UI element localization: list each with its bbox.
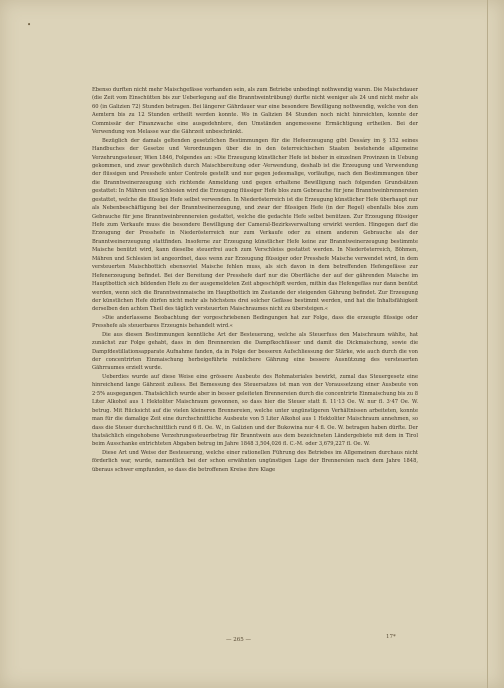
paragraph-2: Bezüglich der damals geltenden gesetzlichen Bestimmungen für die Hefeerzeugung gibt Dessáry im § 152 seines Handbuches der Gesetze und Verordnungen über die in den österreichischen Staaten bestehende allgemeine Verzehrungssteuer, Wien 1846, Folgendes an: »Die Erzeugung künstlicher Hefe ist bisher in einzelnen Provinzen in Uebung gekommen, und zwar gewöhnlich durch Maischbereitung oder -Verwendung, deshalb ist die Erzeugung und Verwendung der flüssigen und Presshefe unter Controle gestellt und nur gegen jedesmalige, vorläufige, nach den Bestimmungen über die Branntweinerzeugung sich richtende Anmeldung und gegen erhaltene Bewilligung nach folgenden Grundsätzen gestattet: In Mähren und Schlesien wird die Erzeugung flüssiger Hefe blos zum Gebrauche für jene Branntweinbrennereien gestattet, welche die flüssige Hefe selbst verwenden. In Niederösterreich ist die Erzeugung künstlicher Hefe überhaupt nur als Nebenbeschäftigung bei der Branntweinerzeugung, und zwar der flüssigen Hefe (in der Regel) ebenfalls blos zum Gebrauche für jene Branntweinbrennereien gestattet, welche die gedachte Hefe selbst benützen. Zur Erzeugung flüssiger Hefe zum Verkaufe muss die besondere Bewilligung der Cameral-Bezirksverwaltung erwirkt werden. Hingegen darf die Erzeugung der Presshefe in Niederösterreich nur zum Verkaufe oder zu einem anderen Gebrauche als der Branntweinerzeugung stattfinden. Insoferne zur Erzeugung künstlicher Hefe keine zur Branntweinerzeugung bestimmte Maische benützt wird, kann dieselbe steuerfrei auch zum Verschleiss gestattet werden. In Niederösterreich, Böhmen, Mähren und Schlesien ist angeordnet, dass wenn zur Erzeugung flüssiger oder Presshefe Maische verwendet wird, in dem versteuerten Maischbottich ebensoviel Maische fehlen muss, als sich davon in dem betreffenden Hefengefässe zur Hefenerzeugung befindet. Bei der Bereitung der Presshefe darf nur die Oberfläche der auf der gährenden Maische im Hauptbottich sich bildenden Hefe zu der ausgemeldeten Zeit abgeschöpft werden, mithin das Hefengefäss nur dann benützt werden, wenn sich die Branntweinmaische im Hauptbottich im Zustande der steigenden Gährung befindet. Zur Erzeugung der künstlichen Hefe dürfen nicht mehr als höchstens drei solcher Gefässe bestimmt werden, und hat die Inhaltsfähigkeit derselben den achten Theil des täglich versteuerten Maischraumes nicht zu übersteigen.« <box>92 137 418 313</box>
paragraph-3: »Die anderlassene Beobachtung der vorgeschriebenen Bedingungen hat zur Folge, dass die erzeugte flüssige oder Presshefe als steuerbares Erzeugnis behandelt wird.« <box>92 314 418 330</box>
page-edge-rule <box>487 0 488 688</box>
paragraph-1: Ebenso durften nicht mehr Maischgefässe vorhanden sein, als zum Betriebe unbedingt nothwendig waren. Die Maischdauer (die Zeit vom Einschütten bis zur Ueberlegung auf die Branntweintrübung) durfte nicht weniger als 24 und nicht mehr als 60 (in Galizien 72) Stunden betragen. Bei längerer Gährdauer war eine besondere Bewilligung nothwendig, welche von den Aemtern bis zu 12 Stunden ertheilt werden konnte. Wo in Galizien 84 Stunden noch nicht hinreichten, konnte der Commissär der Finanzwache eine ausgedehntere, den Umständen angemessene Ermächtigung ertheilen. Bei der Verwendung von Melasse war die Gährzeit unbeschränkt. <box>92 87 418 136</box>
paragraph-4: Die aus diesen Bestimmungen kenntliche Art der Besteuerung, welche als Steuerfuss den Maischraum wählte, hat zunächst zur Folge gehabt, dass in den Brennereien die Dampfkochfässer und damit die Dickmaischung, sowie die Dampfdestillationsapparate Aufnahme fanden, da in Folge der besseren Aufschliessung der Stärke, wie auch durch die von der concentrirten Einmaischung herbeigeführte reinlichere Gährung eine bessere Ausnützung des versteuerten Gährraumes erzielt wurde. <box>92 331 418 372</box>
page-number: — 265 — <box>226 637 251 643</box>
top-mark: • <box>27 21 32 29</box>
paragraph-6: Diese Art und Weise der Besteuerung, welche einer rationellen Führung des Betriebes im Allgemeinen durchaus nicht förderlich war, wurde, namentlich bei der schon erwähnten ungünstigen Lage der Brennereien nach dem Jahre 1848, überaus schwer empfunden, so dass die betroffenen Kreise ihre Klage <box>92 449 418 473</box>
body-text <box>92 86 418 474</box>
paragraph-5: Ueberdies wurde auf diese Weise eine grössere Ausbeute des Rohmateriales bewirkt, zumal das Steuergesetz eine hinreichend lange Gährzeit zuliess. Bei Bemessung des Steuersatzes ist man von der Voraussetzung einer Ausbeute von 2·5% ausgegangen. Thatsächlich wurde aber in besser geleiteten Brennereien durch die concentrirte Einmaischung bis zu 8 Liter Alkohol aus 1 Hektoliter Maischraum gewonnen, so dass hier die Steuer statt fl. 11·13 Oe. W. nur fl. 3·47 Oe. W. betrug. Mit Rücksicht auf die vielen kleineren Brennereien, welche unter ungünstigeren Verhältnissen arbeiteten, konnte man für die damalige Zeit eine durchschnittliche Ausbeute von 5 Liter Alkohol aus 1 Hektoliter Maischraum annehmen, so dass die Steuer durchschnittlich rund 6 fl. Oe. W., in Galizien und der Bukowina nur 4 fl. Oe. W. betragen haben dürfte. Der thatsächlich eingehobene Verzehrungssteuerbetrag für Branntwein aus dem bezeichneten Ländergebiete mit dem in Tirol beim Ausschanke entrichteten Abgaben betrug im Jahre 1848 3,504,026 fl. C.-M. oder 3,679,227 fl. Oe. W. <box>92 373 418 448</box>
signature-mark: 17* <box>386 634 396 640</box>
